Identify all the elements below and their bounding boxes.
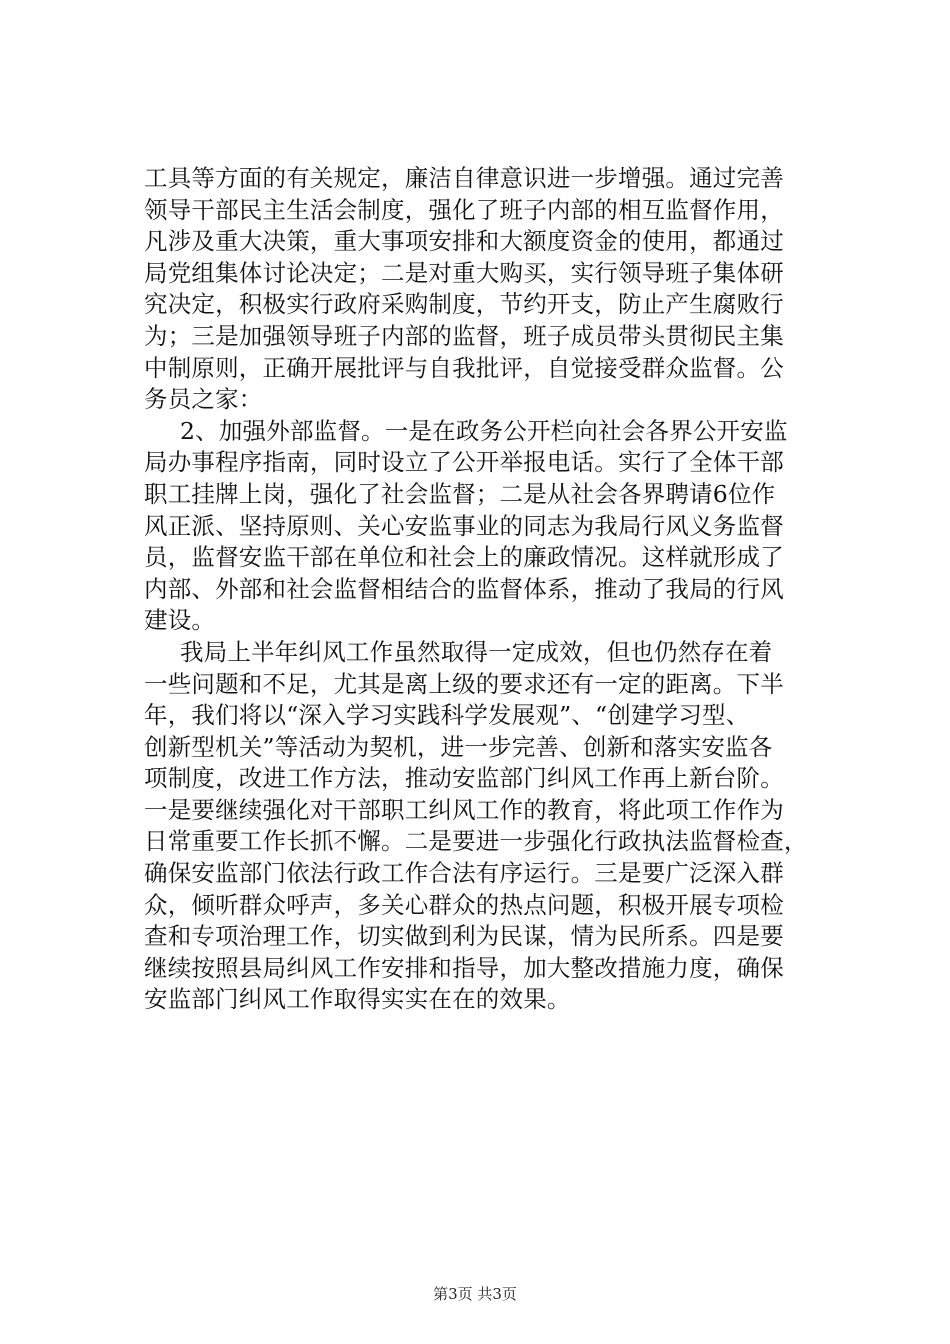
text-line: 中制原则，正确开展批评与自我批评，自觉接受群众监督。公	[144, 353, 784, 382]
text-line: 一些问题和不足，尤其是离上级的要求还有一定的距离。下半	[144, 669, 784, 698]
text-line: 年，我们将以“深入学习实践科学发展观”、“创建学习型、	[144, 701, 750, 730]
text-line: 为；三是加强领导班子内部的监督，班子成员带头贯彻民主集	[144, 321, 784, 350]
text-line: 查和专项治理工作，切实做到利为民谋，情为民所系。四是要	[144, 922, 784, 951]
text-line: 项制度，改进工作方法，推动安监部门纠风工作再上新台阶。	[144, 764, 784, 793]
text-line: 务员之家：	[144, 385, 263, 414]
text-line: 众，倾听群众呼声，多关心群众的热点问题，积极开展专项检	[144, 890, 784, 919]
text-line: 创新型机关”等活动为契机，进一步完善、创新和落实安监各	[144, 732, 773, 761]
page-footer: 第3页 共3页	[433, 1285, 517, 1303]
text-line: 局办事程序指南，同时设立了公开举报电话。实行了全体干部	[144, 448, 784, 477]
text-line: 内部、外部和社会监督相结合的监督体系，推动了我局的行风	[144, 574, 784, 603]
text-line: 局党组集体讨论决定；二是对重大购买，实行领导班子集体研	[144, 258, 784, 287]
document-body	[144, 163, 824, 1016]
text-line: 2、加强外部监督。一是在政务公开栏向社会各界公开安监	[180, 416, 788, 445]
text-line: 日常重要工作长抓不懈。二是要进一步强化行政执法监督检查，	[144, 827, 808, 856]
text-line: 一是要继续强化对干部职工纠风工作的教育，将此项工作作为	[144, 795, 784, 824]
text-line: 继续按照县局纠风工作安排和指导，加大整改措施力度，确保	[144, 953, 784, 982]
text-line: 安监部门纠风工作取得实实在在的效果。	[144, 985, 571, 1014]
text-line: 建设。	[144, 606, 216, 635]
text-line: 员，监督安监干部在单位和社会上的廉政情况。这样就形成了	[144, 543, 784, 572]
text-line: 究决定，积极实行政府采购制度，节约开支，防止产生腐败行	[144, 290, 784, 319]
text-line: 职工挂牌上岗，强化了社会监督；二是从社会各界聘请6位作	[144, 479, 776, 508]
text-line: 凡涉及重大决策，重大事项安排和大额度资金的使用，都通过	[144, 227, 784, 256]
text-line: 我局上半年纠风工作虽然取得一定成效，但也仍然存在着	[180, 637, 773, 666]
text-line: 领导干部民主生活会制度，强化了班子内部的相互监督作用，	[144, 195, 784, 224]
text-line: 确保安监部门依法行政工作合法有序运行。三是要广泛深入群	[144, 859, 784, 888]
text-line: 风正派、坚持原则、关心安监事业的同志为我局行风义务监督	[144, 511, 784, 540]
text-line: 工具等方面的有关规定，廉洁自律意识进一步增强。通过完善	[144, 164, 784, 192]
